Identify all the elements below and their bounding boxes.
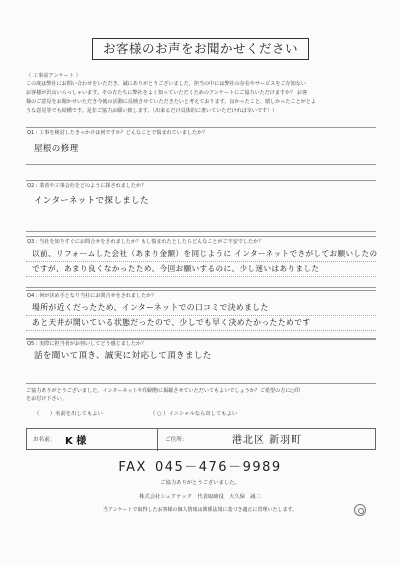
intro-line: この度は弊社にお問い合わせをいただき、誠にありがとうございました。担当の中には弊社の存在やサービスをご存知ない [26,81,306,87]
page-title: お客様のお声をお聞かせください [92,38,309,60]
name-value[interactable]: K 様 [65,436,87,447]
question-label: Q1 : 工事を検討したきっかけは何ですか？どんなことで悩まれていましたか？ [27,130,208,136]
privacy-note: 当アンケートで取得したお客様の個人情報は関係法規に基づき適正に管理いたします。 [102,507,298,513]
answer-text[interactable]: あと天井が開いている状態だったので、少しでも早く決めたかったためです [32,318,311,327]
question-label: Q3 : 当社を知りすぐにお問合せをされましたか？もし悩まれたとしたらどんなことがご不安でしたか？ [27,239,264,245]
fax-label: FAX [118,460,147,475]
permission-line: ご協力ありがとうございました。インターネットや印刷物に掲載させていただいてもよいでしょうか？ご希望の方に○印 [26,388,300,394]
intro-line: 様のご意見をお聞かせいただき今後の活動に反映させていただきたいと考えております。良かったこと、嬉しかったことがとよ [26,99,316,105]
thanks-text: ご協力ありがとうございました。 [160,480,240,486]
question-4 [26,290,376,340]
answer-text[interactable]: 以前、リフォームした会社（あまり金額）を同じように インターネットでさがしてお願いしたの [32,249,378,258]
publish-permission-text [26,387,376,403]
answer-rule [26,330,376,331]
fax-number: 045－476－9989 [154,460,282,475]
answer-text[interactable]: 場所が近くだったため、インターネットでの口コミで決めました [32,303,269,312]
intro-text [26,80,376,116]
intro-line: うな意見等でも結構です。是非ご協力お願い致します。（出来るだけ具体的に書いていただければ幸いです！） [26,108,278,114]
answer-text[interactable]: ですが、あまり良くなかったため、今回お願いするのに、少し迷いはありました [32,264,320,273]
name-label: お名前： [33,437,56,443]
answer-text[interactable]: 屋根の修理 [34,144,79,154]
answer-rule [26,315,376,316]
option-name-ok[interactable]: （ ）名前を出してもよい [34,411,103,417]
field-divider [157,429,158,451]
answer-text[interactable]: インターネットで探しました [34,196,149,206]
answer-text[interactable]: 話を聞いて頂き、誠実に対応して頂きました [34,351,212,361]
question-label: Q2 : 業者や工事会社をどのように探されましたか？ [27,183,147,189]
address-label: ご住所： [165,437,188,443]
permission-line: をお付け下さい。 [26,396,67,402]
company-logo-icon [354,504,366,516]
survey-type-label: （ 工事前アンケート ） [26,73,81,79]
question-label: Q5 : 実際に担当者がお伺いしてどう感じましたか？ [27,341,147,347]
address-value[interactable]: 港北区 新羽町 [232,435,303,446]
question-3 [26,236,376,288]
answer-rule [26,276,376,277]
question-label: Q4 : 何が決め手となり当社にお問合せをされましたか？ [27,293,157,299]
option-initial-ok[interactable]: （ ○ ）イニシャルなら出してもよい [150,411,238,417]
question-1 [26,127,376,165]
company-signature: 株式会社シェアテック 代表取締役 大久保 誠二 [139,494,261,500]
question-5 [26,338,376,384]
answer-rule [26,261,376,262]
question-2 [26,180,376,232]
signature-row [26,428,376,450]
intro-line: お客様が沢山いらっしゃいます。その方たちに弊社をよく知っていただくためのアンケートにご協力いただけますか？ お客 [26,90,308,96]
fax-line [0,456,400,475]
